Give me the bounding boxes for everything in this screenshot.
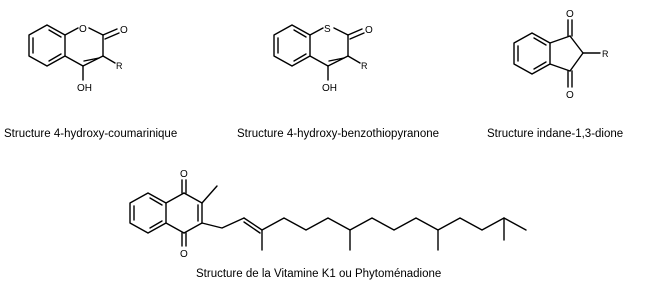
caption-vitamin-k1: Structure de la Vitamine K1 ou Phytoménadione xyxy=(196,268,442,280)
structure-benzothiopyranone xyxy=(274,25,364,80)
coumarin-ring-oxygen-label: O xyxy=(79,24,87,35)
benzothiopyranone-carbonyl-oxygen-label: O xyxy=(365,25,373,36)
caption-benzothiopyranone: Structure 4-hydroxy-benzothiopyranone xyxy=(237,128,440,140)
structure-indanedione xyxy=(514,20,600,87)
coumarin-hydroxyl-label: OH xyxy=(77,83,92,94)
coumarin-carbonyl-oxygen-label: O xyxy=(120,25,128,36)
caption-indanedione: Structure indane-1,3-dione xyxy=(487,128,624,140)
benzothiopyranone-r-group-label: R xyxy=(361,61,368,71)
structure-vitamin-k1 xyxy=(130,180,526,250)
indanedione-bottom-oxygen-label: O xyxy=(566,90,574,101)
benzothiopyranone-sulfur-label: S xyxy=(324,24,331,35)
vitamin-k1-top-oxygen-label: O xyxy=(180,169,188,180)
indanedione-r-group-label: R xyxy=(602,49,609,59)
benzothiopyranone-hydroxyl-label: OH xyxy=(322,83,337,94)
caption-coumarin: Structure 4-hydroxy-coumarinique xyxy=(4,128,178,140)
coumarin-r-group-label: R xyxy=(116,61,123,71)
indanedione-top-oxygen-label: O xyxy=(566,9,574,20)
structure-coumarin xyxy=(29,25,119,80)
vitamin-k1-bottom-oxygen-label: O xyxy=(180,249,188,260)
